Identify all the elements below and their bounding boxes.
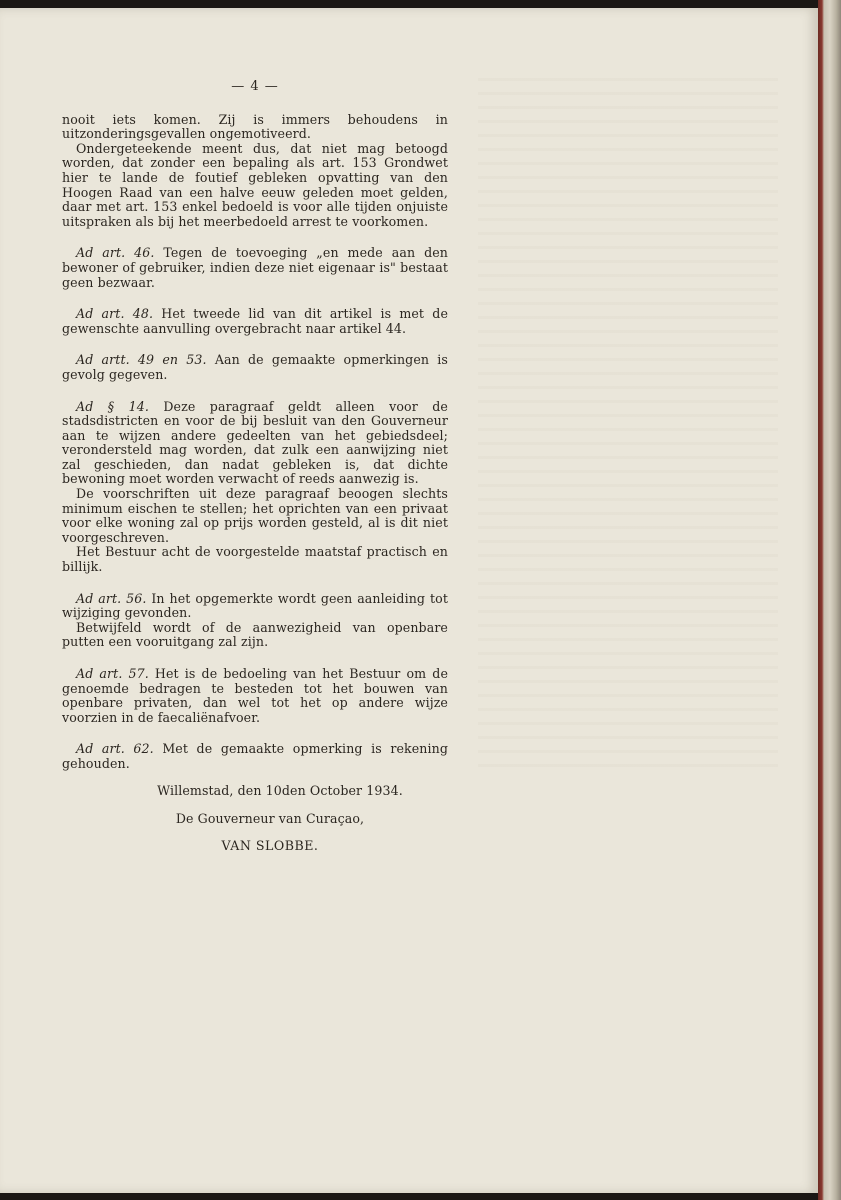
page-number: — 4 — <box>231 79 279 94</box>
paragraph-ad-art-62 <box>62 742 448 771</box>
place-date: Willemstad, den 10den October 1934. <box>157 782 403 798</box>
signatory-name: VAN SLOBBE. <box>221 837 319 853</box>
paragraph-ad-art-48 <box>62 307 448 336</box>
paragraph-ad-art-56 <box>62 592 448 621</box>
paragraph-ad-artt-49-53 <box>62 353 448 382</box>
paragraph-text: Het Bestuur acht de voorgestelde maatstaf practisch en billijk. <box>62 544 448 575</box>
paragraph-betwijfeld <box>62 621 448 650</box>
ad-heading: Ad artt. 49 en 53. <box>76 352 207 368</box>
ad-heading: Ad art. 46. <box>76 245 155 261</box>
paragraph-ad-art-57 <box>62 667 448 725</box>
paragraph-text: Tegen de toevoeging „en mede aan den bewoner of gebruiker, indien deze niet eigenaar is" bestaat geen bezwaar. <box>62 245 448 290</box>
page-content <box>62 80 448 853</box>
paragraph-voorschriften <box>62 487 448 545</box>
paragraph-2 <box>62 142 448 230</box>
paragraph-text: In het opgemerkte wordt geen aanleiding tot wijziging gevonden. <box>62 590 448 621</box>
paragraph-text: Het is de bedoeling van het Bestuur om de genoemde bedragen te besteden tot het bouwen van openbare privaten, dan wel tot het op andere wijze voorzien in de faecaliënafvoer. <box>62 666 448 725</box>
paragraph-text: Betwijfeld wordt of de aanwezigheid van openbare putten een vooruitgang zal zijn. <box>62 619 448 650</box>
ad-heading: Ad art. 48. <box>76 306 154 322</box>
paragraph-text: Het tweede lid van dit artikel is met de gewenschte aanvulling overgebracht naar artikel 44. <box>62 306 448 336</box>
paragraph-text: Met de gemaakte opmerking is rekening gehouden. <box>62 741 448 771</box>
paragraph-2-text: Ondergeteekende meent dus, dat niet mag betoogd worden, dat zonder een bepaling als art. 153 Grondwet hier te lande de foutief gebleken opvatting van den Hoogen Raad van een halve eeuw geleden moet gelden, daar met art. 153 enkel bedoeld is voor alle tijden onjuiste uitspraken als bij het meerbedoeld arrest te voorkomen. <box>62 140 448 229</box>
paragraph-ad-art-46 <box>62 246 448 290</box>
signatory-role: De Gouverneur van Curaçao, <box>175 811 365 827</box>
paragraph-text: Aan de gemaakte opmerkingen is gevolg gegeven. <box>62 352 448 382</box>
book-spine-edge <box>818 0 841 1200</box>
paragraph-1-text: nooit iets komen. Zij is immers behoudens in uitzonderingsgevallen ongemotiveerd. <box>62 111 448 142</box>
ad-heading: Ad art. 62. <box>76 741 154 757</box>
paragraph-text: De voorschriften uit deze paragraaf beoogen slechts minimum eischen te stellen; het oprichten van een privaat voor elke woning zal op prijs worden gesteld, al is dit niet voorgeschreven. <box>62 486 448 545</box>
document-page <box>0 8 818 1193</box>
ad-heading: Ad art. 56. <box>76 590 147 606</box>
paragraph-ad-par-14 <box>62 400 448 488</box>
ad-heading: Ad art. 57. <box>76 666 149 681</box>
paragraph-text: Deze paragraaf geldt alleen voor de stadsdistricten en voor de bij besluit van den Gouverneur aan te wijzen andere gedeelten van het gebiedsdeel; verondersteld mag worden, dat zulk een aanwijzing niet zal geschieden, dan nadat gebleken is, dat dichte bewoning moet worden verwacht of reeds aanwezig is. <box>62 398 448 487</box>
paragraph-bestuur-acht <box>62 545 448 574</box>
paragraph-1 <box>62 113 448 142</box>
show-through-text <box>478 78 778 778</box>
ad-heading: Ad § 14. <box>76 398 149 414</box>
